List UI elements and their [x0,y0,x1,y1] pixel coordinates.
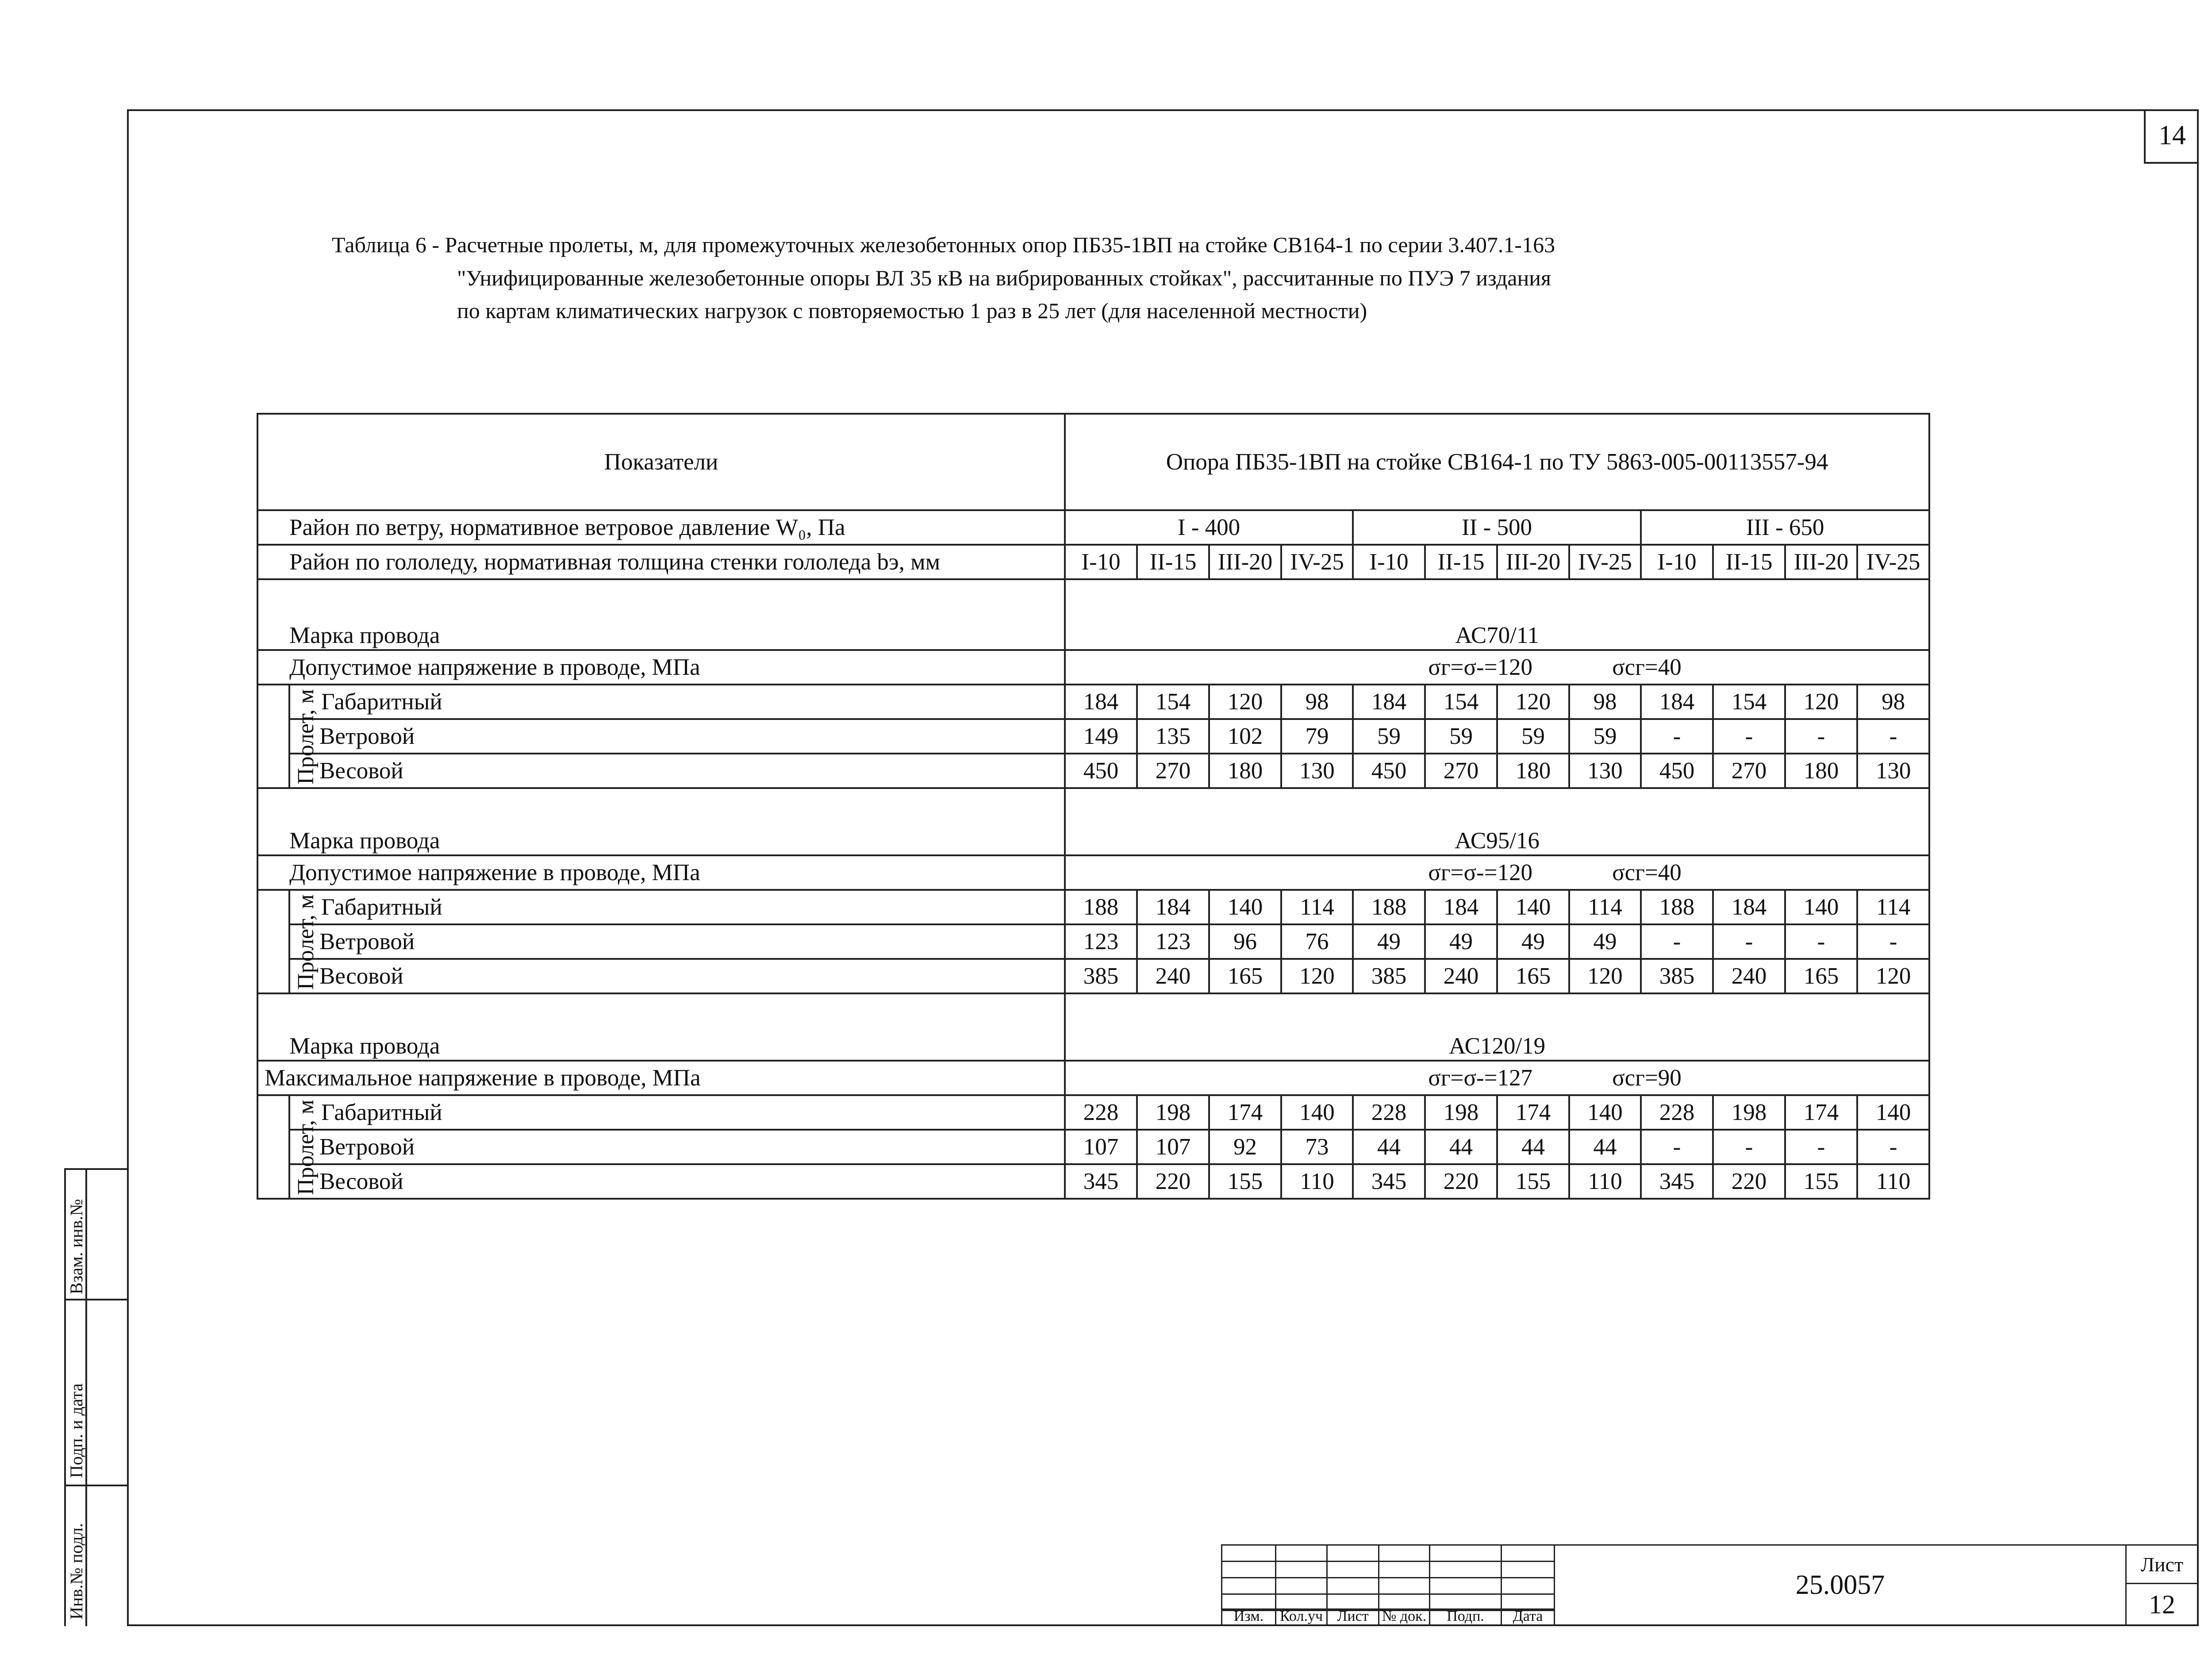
value-cell: 198 [1713,1095,1785,1130]
stamp-column-label: Дата [1501,1608,1555,1626]
sheet-label: Лист [2125,1544,2199,1584]
header-indicators: Показатели [257,414,1065,510]
ice-label: Район по гололеду, нормативная толщина стенки гололеда bэ, мм [257,545,1065,579]
span-label: Пролет, м [293,1099,319,1195]
value-cell: 240 [1137,959,1209,993]
stamp-grid-cell [1221,1561,1276,1578]
wire-brand-value: АС120/19 [1065,993,1929,1061]
row-name: Ветровой [289,924,1065,959]
sheet-value: 12 [2125,1583,2199,1626]
wind-label: Район по ветру, нормативное ветровое давление W₀, Па [257,510,1065,545]
wire-brand-value: АС70/11 [1065,579,1929,650]
value-cell: 180 [1497,754,1569,788]
value-cell: 140 [1281,1095,1353,1130]
value-cell: 165 [1209,959,1281,993]
value-cell: 92 [1209,1130,1281,1164]
doc-code: 25.0057 [1554,1544,2127,1626]
stress-label: Максимальное напряжение в проводе, МПа [257,1061,1065,1095]
value-cell: - [1713,719,1785,754]
wire-brand-value: АС95/16 [1065,788,1929,855]
value-cell: 165 [1785,959,1857,993]
value-cell: 184 [1065,685,1137,719]
value-cell: 130 [1569,754,1641,788]
value-cell: 130 [1281,754,1353,788]
value-cell: 345 [1353,1164,1425,1199]
value-cell: 98 [1857,685,1929,719]
value-cell: - [1713,1130,1785,1164]
value-cell: 120 [1569,959,1641,993]
row-name: Весовой [289,754,1065,788]
value-cell: 59 [1497,719,1569,754]
value-cell: 385 [1065,959,1137,993]
table-row [257,1130,1929,1164]
span-label: Пролет, м [293,894,319,990]
value-cell: 114 [1857,890,1929,924]
ice-region-cell: IV-25 [1569,545,1641,579]
value-cell: 120 [1497,685,1569,719]
stamp-grid-cell [1378,1544,1430,1562]
stress-values [1065,855,1929,890]
wind-region-2: II - 500 [1353,510,1641,545]
caption-line-1: Таблица 6 - Расчетные пролеты, м, для промежуточных железобетонных опор ПБ35-1ВП на стойке СВ164-1 по серии 3.407.1-163 [332,232,1555,257]
row-name: Габаритный [289,685,1065,719]
value-cell: 154 [1137,685,1209,719]
value-cell: 49 [1497,924,1569,959]
table-row [257,924,1929,959]
value-cell: - [1641,924,1713,959]
value-cell: 154 [1425,685,1497,719]
stress-b: σсг=40 [1612,654,1682,680]
value-cell: 59 [1569,719,1641,754]
value-cell: 110 [1857,1164,1929,1199]
row-name: Ветровой [289,719,1065,754]
value-cell: 140 [1497,890,1569,924]
value-cell: 49 [1353,924,1425,959]
value-cell: 96 [1209,924,1281,959]
ice-region-cell: IV-25 [1281,545,1353,579]
row-name: Весовой [289,959,1065,993]
value-cell: 155 [1497,1164,1569,1199]
value-cell: - [1713,924,1785,959]
value-cell: 228 [1641,1095,1713,1130]
value-cell: 123 [1137,924,1209,959]
stress-a: σг=σ-=120 [1428,654,1533,680]
value-cell: 44 [1425,1130,1497,1164]
value-cell: 79 [1281,719,1353,754]
value-cell: 198 [1137,1095,1209,1130]
header-support: Опора ПБ35-1ВП на стойке СВ164-1 по ТУ 5863-005-00113557-94 [1065,414,1929,510]
table-row [257,719,1929,754]
stamp-grid-cell [1326,1544,1379,1562]
stress-label: Допустимое напряжение в проводе, МПа [257,855,1065,890]
value-cell: 140 [1209,890,1281,924]
value-cell: 130 [1857,754,1929,788]
value-cell: - [1857,719,1929,754]
value-cell: 107 [1137,1130,1209,1164]
stamp-grid-cell [1221,1544,1276,1562]
side-replace-label: Взам. инв.№ [66,1199,86,1294]
table-row [257,754,1929,788]
value-cell: 114 [1281,890,1353,924]
value-cell: 120 [1785,685,1857,719]
stamp-grid-cell [1378,1577,1430,1595]
value-cell: 220 [1137,1164,1209,1199]
stamp-grid-cell [1378,1561,1430,1578]
title-block [1221,1544,2199,1626]
value-cell: 149 [1065,719,1137,754]
value-cell: 228 [1065,1095,1137,1130]
value-cell: 174 [1785,1095,1857,1130]
stress-b: σсг=90 [1612,1065,1682,1091]
value-cell: 450 [1353,754,1425,788]
value-cell: 220 [1425,1164,1497,1199]
value-cell: 270 [1713,754,1785,788]
stamp-column-label: Подп. [1429,1608,1502,1626]
side-sign-label: Подп. и дата [66,1383,86,1478]
value-cell: 184 [1353,685,1425,719]
ice-region-cell: I-10 [1065,545,1137,579]
value-cell: 385 [1353,959,1425,993]
row-name: Весовой [289,1164,1065,1199]
value-cell: 180 [1785,754,1857,788]
stamp-grid-cell [1275,1561,1328,1578]
table-row [257,1164,1929,1199]
row-name: Габаритный [289,890,1065,924]
ice-region-cell: III-20 [1785,545,1857,579]
value-cell: - [1785,1130,1857,1164]
value-cell: 270 [1425,754,1497,788]
value-cell: 345 [1065,1164,1137,1199]
ice-region-cell: I-10 [1641,545,1713,579]
value-cell: 270 [1137,754,1209,788]
value-cell: 385 [1641,959,1713,993]
spans-table [257,413,1930,1200]
caption-line-2: "Унифицированные железобетонные опоры ВЛ 35 кВ на вибрированных стойках", рассчитанные по ПУЭ 7 издания [457,265,1551,290]
stamp-grid-cell [1326,1561,1379,1578]
wire-brand-label: Марка провода [257,788,1065,855]
stamp-grid-cell [1326,1577,1379,1595]
stress-a: σг=σ-=120 [1428,859,1533,885]
row-name: Ветровой [289,1130,1065,1164]
value-cell: 49 [1425,924,1497,959]
value-cell: - [1857,1130,1929,1164]
value-cell: 228 [1353,1095,1425,1130]
ice-region-cell: IV-25 [1857,545,1929,579]
value-cell: 188 [1641,890,1713,924]
stress-values [1065,650,1929,685]
value-cell: 140 [1857,1095,1929,1130]
value-cell: 49 [1569,924,1641,959]
value-cell: 220 [1713,1164,1785,1199]
stamp-column-label: Изм. [1221,1608,1276,1626]
stamp-grid-cell [1275,1544,1328,1562]
value-cell: - [1785,719,1857,754]
value-cell: 98 [1281,685,1353,719]
stamp-grid-cell [1429,1577,1502,1595]
ice-region-cell: I-10 [1353,545,1425,579]
value-cell: 155 [1209,1164,1281,1199]
value-cell: 123 [1065,924,1137,959]
value-cell: - [1857,924,1929,959]
ice-region-cell: II-15 [1713,545,1785,579]
value-cell: 102 [1209,719,1281,754]
table-row [257,685,1929,719]
stamp-grid-cell [1429,1544,1502,1562]
stamp-grid-cell [1429,1561,1502,1578]
stress-values [1065,1061,1929,1095]
caption-line-3: по картам климатических нагрузок с повторяемостью 1 раз в 25 лет (для населенной местности) [457,298,1367,323]
value-cell: 184 [1137,890,1209,924]
stamp-grid-cell [1221,1577,1276,1595]
ice-region-cell: II-15 [1137,545,1209,579]
value-cell: 240 [1713,959,1785,993]
value-cell: 345 [1641,1164,1713,1199]
table-row [257,959,1929,993]
value-cell: 44 [1497,1130,1569,1164]
value-cell: 174 [1209,1095,1281,1130]
value-cell: 154 [1713,685,1785,719]
side-inv-label: Инв.№ подл. [66,1523,86,1620]
value-cell: 240 [1425,959,1497,993]
stamp-grid-cell [1501,1544,1555,1562]
wire-brand-label: Марка провода [257,579,1065,650]
value-cell: 184 [1641,685,1713,719]
stamp-column-label: № док. [1378,1608,1430,1626]
value-cell: 188 [1353,890,1425,924]
wire-brand-label: Марка провода [257,993,1065,1061]
stress-b: σсг=40 [1612,859,1682,885]
value-cell: 450 [1641,754,1713,788]
value-cell: 155 [1785,1164,1857,1199]
stress-a: σг=σ-=127 [1428,1065,1533,1091]
side-stamp [64,1168,128,1626]
wind-region-3: III - 650 [1641,510,1929,545]
value-cell: 120 [1857,959,1929,993]
stamp-column-label: Лист [1326,1608,1379,1626]
span-label-cell [257,685,319,788]
value-cell: 165 [1497,959,1569,993]
value-cell: 120 [1281,959,1353,993]
ice-region-cell: III-20 [1209,545,1281,579]
value-cell: 120 [1209,685,1281,719]
value-cell: 184 [1713,890,1785,924]
stamp-grid-cell [1275,1577,1328,1595]
value-cell: - [1641,1130,1713,1164]
stamp-grid-cell [1501,1561,1555,1578]
value-cell: 135 [1137,719,1209,754]
span-label-cell [257,1095,319,1199]
value-cell: 44 [1569,1130,1641,1164]
value-cell: 140 [1569,1095,1641,1130]
value-cell: 73 [1281,1130,1353,1164]
value-cell: 44 [1353,1130,1425,1164]
value-cell: - [1641,719,1713,754]
value-cell: 188 [1065,890,1137,924]
value-cell: 110 [1281,1164,1353,1199]
value-cell: 140 [1785,890,1857,924]
table-row [257,1095,1929,1130]
value-cell: 114 [1569,890,1641,924]
value-cell: 59 [1425,719,1497,754]
value-cell: 198 [1425,1095,1497,1130]
value-cell: 98 [1569,685,1641,719]
value-cell: 76 [1281,924,1353,959]
table-row [257,890,1929,924]
value-cell: 184 [1425,890,1497,924]
value-cell: 450 [1065,754,1137,788]
value-cell: - [1785,924,1857,959]
stress-label: Допустимое напряжение в проводе, МПа [257,650,1065,685]
value-cell: 107 [1065,1130,1137,1164]
span-label-cell [257,890,319,993]
sheet-number-top: 14 [2144,109,2199,164]
value-cell: 59 [1353,719,1425,754]
stamp-column-label: Кол.уч [1275,1608,1328,1626]
value-cell: 174 [1497,1095,1569,1130]
value-cell: 110 [1569,1164,1641,1199]
ice-region-cell: III-20 [1497,545,1569,579]
row-name: Габаритный [289,1095,1065,1130]
wind-region-1: I - 400 [1065,510,1353,545]
ice-region-cell: II-15 [1425,545,1497,579]
stamp-grid-cell [1501,1577,1555,1595]
span-label: Пролет, м [293,689,319,785]
value-cell: 180 [1209,754,1281,788]
